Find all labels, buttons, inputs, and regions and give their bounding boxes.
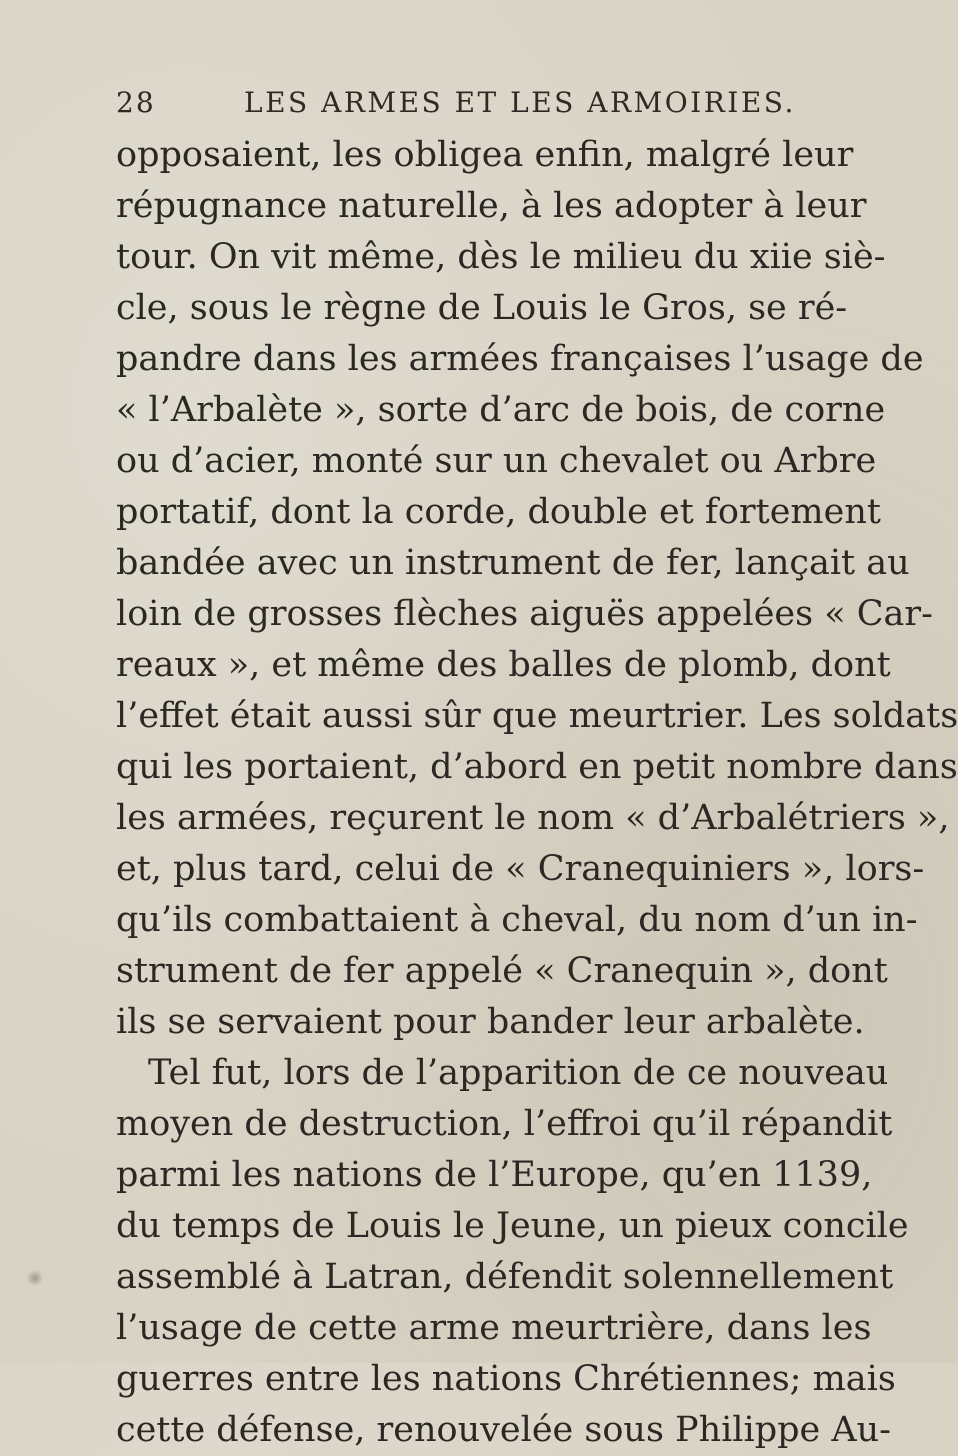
running-title: LES ARMES ET LES ARMOIRIES.: [244, 86, 796, 119]
text-line: les armées, reçurent le nom « d’Arbalétriers »,: [116, 798, 950, 838]
text-line: l’effet était aussi sûr que meurtrier. Les soldats: [116, 696, 958, 736]
text-line: strument de fer appelé « Cranequin », dont: [116, 951, 888, 991]
text-line: portatif, dont la corde, double et fortement: [116, 492, 881, 532]
text-line: ou d’acier, monté sur un chevalet ou Arbre: [116, 441, 877, 481]
text-line: opposaient, les obligea enfin, malgré leur: [116, 135, 854, 175]
text-line: qui les portaient, d’abord en petit nombre dans: [116, 747, 958, 787]
text-line: tour. On vit même, dès le milieu du xiie siè-: [116, 237, 886, 277]
body-text: [116, 130, 958, 1456]
text-line: ils se servaient pour bander leur arbalète.: [116, 1002, 865, 1042]
text-line: cette défense, renouvelée sous Philippe Au-: [116, 1410, 891, 1450]
text-line: pandre dans les armées françaises l’usage de: [116, 339, 924, 379]
text-line: loin de grosses flèches aiguës appelées « Car-: [116, 594, 933, 634]
text-line: « l’Arbalète », sorte d’arc de bois, de corne: [116, 390, 886, 430]
page-number: 28: [116, 86, 156, 119]
page-header: [116, 86, 796, 126]
text-line: l’usage de cette arme meurtrière, dans les: [116, 1308, 872, 1348]
text-line: répugnance naturelle, à les adopter à leur: [116, 186, 867, 226]
text-line: bandée avec un instrument de fer, lançait au: [116, 543, 910, 583]
paper-blemish: [26, 1270, 44, 1286]
text-line: et, plus tard, celui de « Cranequiniers », lors-: [116, 849, 925, 889]
text-line: assemblé à Latran, défendit solennellement: [116, 1257, 894, 1297]
text-line-paragraph-start: Tel fut, lors de l’apparition de ce nouveau: [148, 1053, 889, 1093]
text-line: cle, sous le règne de Louis le Gros, se ré-: [116, 288, 848, 328]
text-line: reaux », et même des balles de plomb, dont: [116, 645, 891, 685]
text-line: moyen de destruction, l’effroi qu’il répandit: [116, 1104, 893, 1144]
text-line: parmi les nations de l’Europe, qu’en 1139,: [116, 1155, 873, 1195]
text-line: qu’ils combattaient à cheval, du nom d’un in-: [116, 900, 918, 940]
text-line: guerres entre les nations Chrétiennes; mais: [116, 1359, 896, 1399]
text-line: du temps de Louis le Jeune, un pieux concile: [116, 1206, 909, 1246]
